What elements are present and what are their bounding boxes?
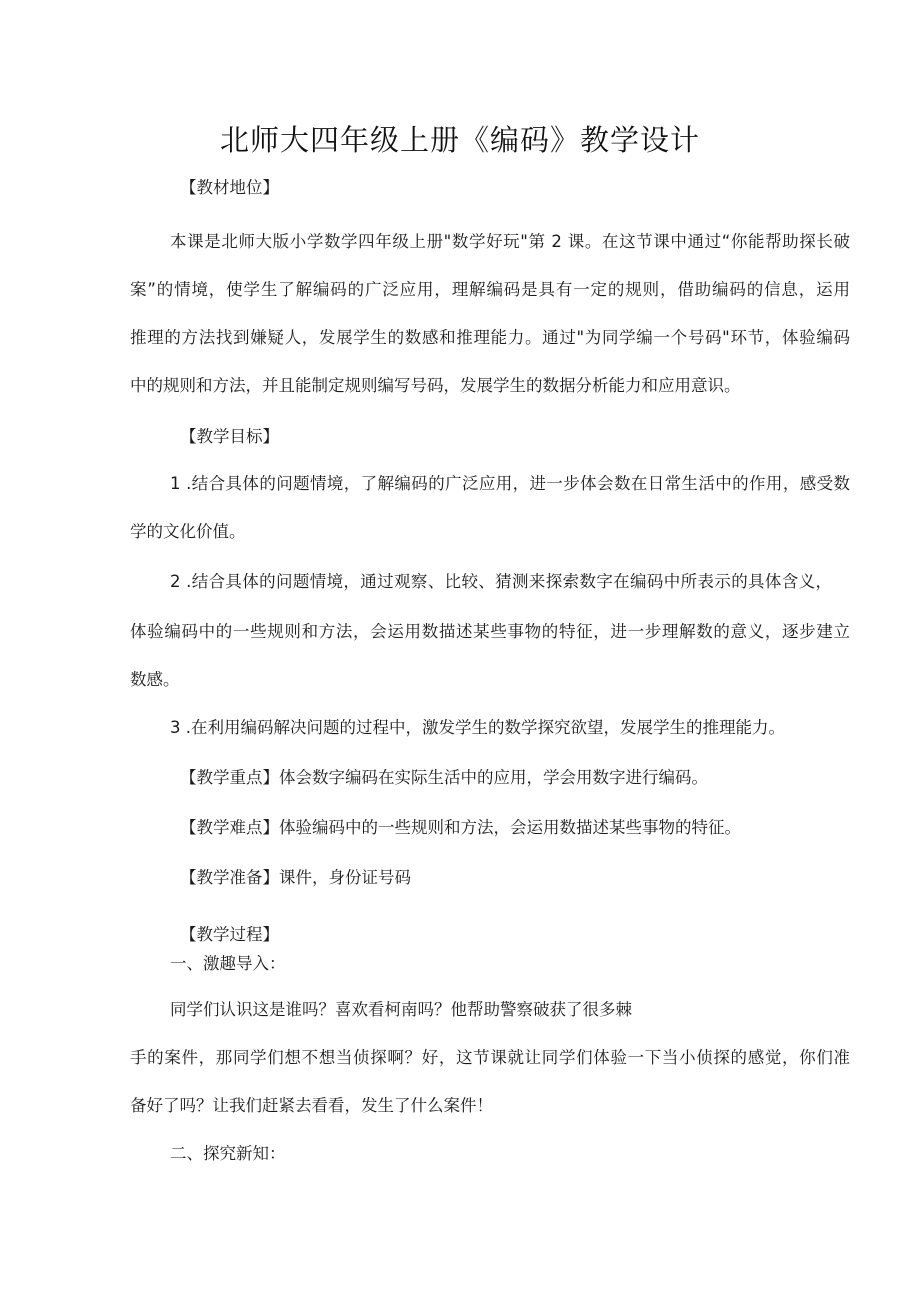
paragraph-line: 案”的情境，使学生了解编码的广泛应用，理解编码是具有一定的规则，借助编码的信息，运用 [130, 280, 850, 299]
goal-2-line: 数感。 [130, 670, 180, 689]
process-part1-line: 备好了吗？让我们赶紧去看看，发生了什么案件！ [130, 1096, 493, 1115]
paragraph-line: 中的规则和方法，并且能制定规则编写号码，发展学生的数据分析能力和应用意识。 [130, 376, 741, 395]
goal-1-line: 学的文化价值。 [130, 522, 246, 541]
difficult-point: 【教学难点】体验编码中的一些规则和方法，会运用数描述某些事物的特征。 [180, 818, 741, 837]
process-part2-heading: 二、探究新知： [170, 1144, 286, 1163]
goal-3-line: 3 .在利用编码解决问题的过程中，激发学生的数学探究欲望，发展学生的推理能力。 [170, 718, 785, 737]
process-part1-heading: 一、激趣导入： [170, 954, 286, 973]
goal-1-line: 1 .结合具体的问题情境，了解编码的广泛应用，进一步体会数在日常生活中的作用，感受数 [170, 474, 850, 493]
teaching-preparation: 【教学准备】课件，身份证号码 [180, 868, 411, 887]
paragraph-line: 推理的方法找到嫌疑人，发展学生的数感和推理能力。通过"为同学编一个号码"环节，体验编码 [130, 328, 850, 347]
section-heading-material-position: 【教材地位】 [180, 178, 279, 197]
document-title: 北师大四年级上册《编码》教学设计 [219, 123, 700, 157]
section-heading-teaching-goals: 【教学目标】 [180, 427, 279, 446]
goal-2-line: 体验编码中的一些规则和方法，会运用数描述某些事物的特征，进一步理解数的意义，逐步建立 [130, 622, 850, 641]
process-part1-line: 手的案件，那同学们想不想当侦探啊？好，这节课就让同学们体验一下当小侦探的感觉，你们准 [130, 1048, 850, 1067]
paragraph-line: 本课是北师大版小学数学四年级上册"数学好玩"第 2 课。在这节课中通过“你能帮助探长破 [170, 232, 850, 251]
section-heading-process: 【教学过程】 [180, 925, 279, 944]
process-part1-line: 同学们认识这是谁吗？喜欢看柯南吗？他帮助警察破获了很多棘 [170, 1000, 632, 1019]
key-point: 【教学重点】体会数字编码在实际生活中的应用，学会用数字进行编码。 [180, 768, 708, 787]
goal-2-line: 2 .结合具体的问题情境，通过观察、比较、猜测来探索数字在编码中所表示的具体含义， [170, 572, 832, 591]
